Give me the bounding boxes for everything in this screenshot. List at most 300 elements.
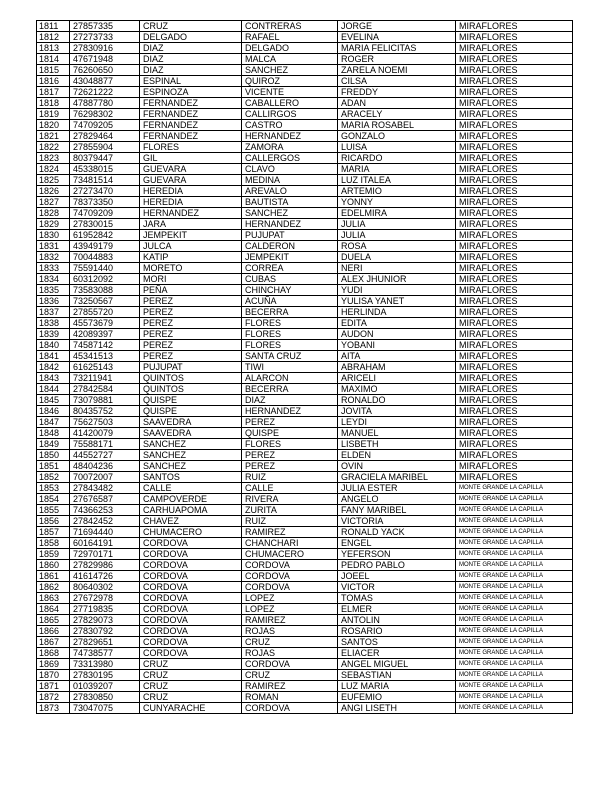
row-number: 1872	[37, 692, 70, 703]
dni-cell: 27855904	[70, 142, 140, 153]
paternal-surname-cell: CORDOVA	[140, 571, 242, 582]
dni-cell: 74709209	[70, 208, 140, 219]
locality-cell: MIRAFLORES	[456, 461, 573, 472]
dni-cell: 27830850	[70, 692, 140, 703]
paternal-surname-cell: DIAZ	[140, 54, 242, 65]
maternal-surname-cell: QUIROZ	[242, 76, 338, 87]
given-names-cell: EDITA	[338, 318, 456, 329]
maternal-surname-cell: CHANCHARI	[242, 538, 338, 549]
row-number: 1821	[37, 131, 70, 142]
maternal-surname-cell: CRUZ	[242, 670, 338, 681]
maternal-surname-cell: RAFAEL	[242, 32, 338, 43]
locality-cell: MONTE GRANDE LA CAPILLA	[456, 593, 573, 604]
locality-cell: MIRAFLORES	[456, 120, 573, 131]
paternal-surname-cell: CORDOVA	[140, 626, 242, 637]
table-row	[37, 109, 573, 120]
maternal-surname-cell: CLAVO	[242, 164, 338, 175]
paternal-surname-cell: PEREZ	[140, 329, 242, 340]
row-number: 1854	[37, 494, 70, 505]
given-names-cell: LUZ ITALEA	[338, 175, 456, 186]
row-number: 1820	[37, 120, 70, 131]
table-row	[37, 65, 573, 76]
given-names-cell: FANY MARIBEL	[338, 505, 456, 516]
table-row	[37, 450, 573, 461]
row-number: 1852	[37, 472, 70, 483]
table-row	[37, 505, 573, 516]
row-number: 1844	[37, 384, 70, 395]
given-names-cell: ROSA	[338, 241, 456, 252]
table-row	[37, 494, 573, 505]
dni-cell: 43048877	[70, 76, 140, 87]
dni-cell: 74366253	[70, 505, 140, 516]
row-number: 1851	[37, 461, 70, 472]
paternal-surname-cell: QUINTOS	[140, 373, 242, 384]
maternal-surname-cell: CRUZ	[242, 637, 338, 648]
paternal-surname-cell: GIL	[140, 153, 242, 164]
locality-cell: MIRAFLORES	[456, 175, 573, 186]
dni-cell: 45338015	[70, 164, 140, 175]
table-row	[37, 76, 573, 87]
maternal-surname-cell: BAUTISTA	[242, 197, 338, 208]
locality-cell: MIRAFLORES	[456, 384, 573, 395]
given-names-cell: OVIN	[338, 461, 456, 472]
given-names-cell: JORGE	[338, 21, 456, 32]
dni-cell: 41420079	[70, 428, 140, 439]
locality-cell: MIRAFLORES	[456, 186, 573, 197]
row-number: 1832	[37, 252, 70, 263]
maternal-surname-cell: HERNANDEZ	[242, 131, 338, 142]
paternal-surname-cell: CORDOVA	[140, 648, 242, 659]
row-number: 1864	[37, 604, 70, 615]
table-row	[37, 340, 573, 351]
paternal-surname-cell: DELGADO	[140, 32, 242, 43]
given-names-cell: GRACIELA MARIBEL	[338, 472, 456, 483]
given-names-cell: ELIACER	[338, 648, 456, 659]
row-number: 1871	[37, 681, 70, 692]
table-row	[37, 87, 573, 98]
locality-cell: MIRAFLORES	[456, 153, 573, 164]
given-names-cell: MANUEL	[338, 428, 456, 439]
maternal-surname-cell: PEREZ	[242, 417, 338, 428]
dni-cell: 47671948	[70, 54, 140, 65]
given-names-cell: YOBANI	[338, 340, 456, 351]
dni-cell: 74587142	[70, 340, 140, 351]
table-row	[37, 692, 573, 703]
maternal-surname-cell: CABALLERO	[242, 98, 338, 109]
paternal-surname-cell: FERNANDEZ	[140, 98, 242, 109]
dni-cell: 45341513	[70, 351, 140, 362]
given-names-cell: ROSARIO	[338, 626, 456, 637]
locality-cell: MONTE GRANDE LA CAPILLA	[456, 637, 573, 648]
maternal-surname-cell: ZURITA	[242, 505, 338, 516]
paternal-surname-cell: CORDOVA	[140, 637, 242, 648]
table-row	[37, 131, 573, 142]
maternal-surname-cell: ACUÑA	[242, 296, 338, 307]
maternal-surname-cell: HERNANDEZ	[242, 406, 338, 417]
given-names-cell: JULIA ESTER	[338, 483, 456, 494]
locality-cell: MIRAFLORES	[456, 32, 573, 43]
row-number: 1815	[37, 65, 70, 76]
maternal-surname-cell: FLORES	[242, 318, 338, 329]
table-row	[37, 54, 573, 65]
dni-cell: 27829986	[70, 560, 140, 571]
dni-cell: 80435752	[70, 406, 140, 417]
paternal-surname-cell: SANCHEZ	[140, 439, 242, 450]
dni-cell: 73481514	[70, 175, 140, 186]
locality-cell: MIRAFLORES	[456, 54, 573, 65]
dni-cell: 60312092	[70, 274, 140, 285]
row-number: 1863	[37, 593, 70, 604]
maternal-surname-cell: PUJUPAT	[242, 230, 338, 241]
maternal-surname-cell: MALCA	[242, 54, 338, 65]
row-number: 1813	[37, 43, 70, 54]
dni-cell: 27829464	[70, 131, 140, 142]
dni-cell: 27829073	[70, 615, 140, 626]
locality-cell: MIRAFLORES	[456, 395, 573, 406]
maternal-surname-cell: LOPEZ	[242, 593, 338, 604]
given-names-cell: ADAN	[338, 98, 456, 109]
table-row	[37, 593, 573, 604]
maternal-surname-cell: DELGADO	[242, 43, 338, 54]
locality-cell: MIRAFLORES	[456, 296, 573, 307]
dni-cell: 73313980	[70, 659, 140, 670]
locality-cell: MONTE GRANDE LA CAPILLA	[456, 703, 573, 714]
dni-cell: 27830015	[70, 219, 140, 230]
row-number: 1811	[37, 21, 70, 32]
paternal-surname-cell: HEREDIA	[140, 186, 242, 197]
locality-cell: MONTE GRANDE LA CAPILLA	[456, 516, 573, 527]
row-number: 1866	[37, 626, 70, 637]
paternal-surname-cell: CORDOVA	[140, 615, 242, 626]
row-number: 1814	[37, 54, 70, 65]
table-row	[37, 571, 573, 582]
maternal-surname-cell: RUIZ	[242, 472, 338, 483]
given-names-cell: LEYDI	[338, 417, 456, 428]
table-row	[37, 164, 573, 175]
dni-cell: 78373350	[70, 197, 140, 208]
paternal-surname-cell: PEÑA	[140, 285, 242, 296]
locality-cell: MIRAFLORES	[456, 131, 573, 142]
paternal-surname-cell: CORDOVA	[140, 538, 242, 549]
table-row	[37, 197, 573, 208]
locality-cell: MIRAFLORES	[456, 65, 573, 76]
maternal-surname-cell: ALARCON	[242, 373, 338, 384]
paternal-surname-cell: ESPINOZA	[140, 87, 242, 98]
given-names-cell: PEDRO PABLO	[338, 560, 456, 571]
maternal-surname-cell: VICENTE	[242, 87, 338, 98]
locality-cell: MIRAFLORES	[456, 142, 573, 153]
dni-cell: 73250567	[70, 296, 140, 307]
locality-cell: MIRAFLORES	[456, 274, 573, 285]
table-row	[37, 252, 573, 263]
locality-cell: MONTE GRANDE LA CAPILLA	[456, 494, 573, 505]
table-row	[37, 670, 573, 681]
row-number: 1828	[37, 208, 70, 219]
locality-cell: MIRAFLORES	[456, 417, 573, 428]
table-row	[37, 626, 573, 637]
paternal-surname-cell: PEREZ	[140, 340, 242, 351]
row-number: 1845	[37, 395, 70, 406]
maternal-surname-cell: FLORES	[242, 340, 338, 351]
row-number: 1855	[37, 505, 70, 516]
locality-cell: MONTE GRANDE LA CAPILLA	[456, 483, 573, 494]
dni-cell: 27842452	[70, 516, 140, 527]
dni-cell: 43949179	[70, 241, 140, 252]
dni-cell: 75591440	[70, 263, 140, 274]
maternal-surname-cell: RIVERA	[242, 494, 338, 505]
locality-cell: MIRAFLORES	[456, 208, 573, 219]
maternal-surname-cell: CORREA	[242, 263, 338, 274]
row-number: 1838	[37, 318, 70, 329]
given-names-cell: ROGER	[338, 54, 456, 65]
given-names-cell: YONNY	[338, 197, 456, 208]
paternal-surname-cell: FERNANDEZ	[140, 131, 242, 142]
given-names-cell: ANGEL MIGUEL	[338, 659, 456, 670]
row-number: 1870	[37, 670, 70, 681]
table-row	[37, 560, 573, 571]
locality-cell: MIRAFLORES	[456, 21, 573, 32]
paternal-surname-cell: CRUZ	[140, 692, 242, 703]
given-names-cell: RICARDO	[338, 153, 456, 164]
locality-cell: MONTE GRANDE LA CAPILLA	[456, 527, 573, 538]
locality-cell: MIRAFLORES	[456, 252, 573, 263]
dni-cell: 27843482	[70, 483, 140, 494]
row-number: 1840	[37, 340, 70, 351]
dni-cell: 80379447	[70, 153, 140, 164]
dni-cell: 73047075	[70, 703, 140, 714]
paternal-surname-cell: CORDOVA	[140, 593, 242, 604]
row-number: 1850	[37, 450, 70, 461]
given-names-cell: ELMER	[338, 604, 456, 615]
locality-cell: MONTE GRANDE LA CAPILLA	[456, 659, 573, 670]
dni-cell: 76260650	[70, 65, 140, 76]
table-row	[37, 406, 573, 417]
maternal-surname-cell: FLORES	[242, 329, 338, 340]
dni-cell: 71694440	[70, 527, 140, 538]
paternal-surname-cell: CRUZ	[140, 659, 242, 670]
given-names-cell: SEBASTIAN	[338, 670, 456, 681]
maternal-surname-cell: CORDOVA	[242, 582, 338, 593]
paternal-surname-cell: SAAVEDRA	[140, 417, 242, 428]
dni-cell: 47887780	[70, 98, 140, 109]
table-row	[37, 703, 573, 714]
maternal-surname-cell: CORDOVA	[242, 571, 338, 582]
paternal-surname-cell: CARHUAPOMA	[140, 505, 242, 516]
table-row	[37, 120, 573, 131]
table-row	[37, 637, 573, 648]
given-names-cell: HERLINDA	[338, 307, 456, 318]
locality-cell: MONTE GRANDE LA CAPILLA	[456, 549, 573, 560]
row-number: 1827	[37, 197, 70, 208]
given-names-cell: ANGELO	[338, 494, 456, 505]
maternal-surname-cell: CALLERGOS	[242, 153, 338, 164]
dni-cell: 01039207	[70, 681, 140, 692]
given-names-cell: GONZALO	[338, 131, 456, 142]
paternal-surname-cell: FERNANDEZ	[140, 120, 242, 131]
maternal-surname-cell: CHINCHAY	[242, 285, 338, 296]
table-row	[37, 274, 573, 285]
table-row	[37, 230, 573, 241]
paternal-surname-cell: PEREZ	[140, 351, 242, 362]
row-number: 1835	[37, 285, 70, 296]
row-number: 1858	[37, 538, 70, 549]
paternal-surname-cell: PEREZ	[140, 296, 242, 307]
dni-cell: 73583088	[70, 285, 140, 296]
dni-cell: 27273470	[70, 186, 140, 197]
row-number: 1848	[37, 428, 70, 439]
document-page	[36, 20, 573, 714]
maternal-surname-cell: SANCHEZ	[242, 208, 338, 219]
locality-cell: MIRAFLORES	[456, 43, 573, 54]
table-row	[37, 318, 573, 329]
paternal-surname-cell: CORDOVA	[140, 560, 242, 571]
maternal-surname-cell: MEDINA	[242, 175, 338, 186]
table-row	[37, 648, 573, 659]
paternal-surname-cell: GUEVARA	[140, 164, 242, 175]
paternal-surname-cell: CUNYARACHE	[140, 703, 242, 714]
given-names-cell: MARIA	[338, 164, 456, 175]
table-row	[37, 615, 573, 626]
given-names-cell: MAXIMO	[338, 384, 456, 395]
row-number: 1833	[37, 263, 70, 274]
maternal-surname-cell: CHUMACERO	[242, 549, 338, 560]
dni-cell: 41614726	[70, 571, 140, 582]
locality-cell: MIRAFLORES	[456, 219, 573, 230]
table-row	[37, 681, 573, 692]
locality-cell: MIRAFLORES	[456, 197, 573, 208]
row-number: 1873	[37, 703, 70, 714]
locality-cell: MIRAFLORES	[456, 98, 573, 109]
locality-cell: MONTE GRANDE LA CAPILLA	[456, 626, 573, 637]
row-number: 1842	[37, 362, 70, 373]
maternal-surname-cell: CALLE	[242, 483, 338, 494]
maternal-surname-cell: RAMIREZ	[242, 615, 338, 626]
locality-cell: MONTE GRANDE LA CAPILLA	[456, 505, 573, 516]
paternal-surname-cell: FERNANDEZ	[140, 109, 242, 120]
maternal-surname-cell: ROJAS	[242, 648, 338, 659]
maternal-surname-cell: CORDOVA	[242, 659, 338, 670]
row-number: 1867	[37, 637, 70, 648]
dni-cell: 75588171	[70, 439, 140, 450]
given-names-cell: DUELA	[338, 252, 456, 263]
roster-body	[37, 21, 573, 714]
table-row	[37, 461, 573, 472]
paternal-surname-cell: HEREDIA	[140, 197, 242, 208]
row-number: 1829	[37, 219, 70, 230]
locality-cell: MIRAFLORES	[456, 439, 573, 450]
table-row	[37, 43, 573, 54]
dni-cell: 76298302	[70, 109, 140, 120]
maternal-surname-cell: BECERRA	[242, 307, 338, 318]
locality-cell: MIRAFLORES	[456, 472, 573, 483]
maternal-surname-cell: QUISPE	[242, 428, 338, 439]
locality-cell: MIRAFLORES	[456, 164, 573, 175]
dni-cell: 27830792	[70, 626, 140, 637]
locality-cell: MIRAFLORES	[456, 318, 573, 329]
dni-cell: 61952842	[70, 230, 140, 241]
row-number: 1869	[37, 659, 70, 670]
dni-cell: 27830195	[70, 670, 140, 681]
maternal-surname-cell: RAMIREZ	[242, 681, 338, 692]
row-number: 1816	[37, 76, 70, 87]
locality-cell: MIRAFLORES	[456, 241, 573, 252]
paternal-surname-cell: CRUZ	[140, 681, 242, 692]
table-row	[37, 32, 573, 43]
dni-cell: 73079881	[70, 395, 140, 406]
locality-cell: MIRAFLORES	[456, 340, 573, 351]
maternal-surname-cell: LOPEZ	[242, 604, 338, 615]
row-number: 1853	[37, 483, 70, 494]
locality-cell: MONTE GRANDE LA CAPILLA	[456, 560, 573, 571]
given-names-cell: ENGEL	[338, 538, 456, 549]
row-number: 1824	[37, 164, 70, 175]
row-number: 1823	[37, 153, 70, 164]
maternal-surname-cell: PEREZ	[242, 461, 338, 472]
table-row	[37, 153, 573, 164]
given-names-cell: LISBETH	[338, 439, 456, 450]
maternal-surname-cell: ZAMORA	[242, 142, 338, 153]
locality-cell: MONTE GRANDE LA CAPILLA	[456, 670, 573, 681]
maternal-surname-cell: TIWI	[242, 362, 338, 373]
maternal-surname-cell: CUBAS	[242, 274, 338, 285]
row-number: 1859	[37, 549, 70, 560]
dni-cell: 70072007	[70, 472, 140, 483]
paternal-surname-cell: QUISPE	[140, 395, 242, 406]
given-names-cell: ANGI LISETH	[338, 703, 456, 714]
paternal-surname-cell: MORI	[140, 274, 242, 285]
table-row	[37, 472, 573, 483]
maternal-surname-cell: CORDOVA	[242, 703, 338, 714]
table-row	[37, 175, 573, 186]
dni-cell: 80640302	[70, 582, 140, 593]
given-names-cell: SANTOS	[338, 637, 456, 648]
paternal-surname-cell: KATIP	[140, 252, 242, 263]
given-names-cell: EVELINA	[338, 32, 456, 43]
table-row	[37, 241, 573, 252]
given-names-cell: AITA	[338, 351, 456, 362]
dni-cell: 27719835	[70, 604, 140, 615]
paternal-surname-cell: QUISPE	[140, 406, 242, 417]
locality-cell: MIRAFLORES	[456, 362, 573, 373]
dni-cell: 27855720	[70, 307, 140, 318]
row-number: 1812	[37, 32, 70, 43]
table-row	[37, 351, 573, 362]
row-number: 1836	[37, 296, 70, 307]
table-row	[37, 538, 573, 549]
given-names-cell: ALEX JHUNIOR	[338, 274, 456, 285]
row-number: 1834	[37, 274, 70, 285]
paternal-surname-cell: QUINTOS	[140, 384, 242, 395]
dni-cell: 70044883	[70, 252, 140, 263]
maternal-surname-cell: JEMPEKIT	[242, 252, 338, 263]
dni-cell: 27672978	[70, 593, 140, 604]
locality-cell: MIRAFLORES	[456, 87, 573, 98]
table-row	[37, 208, 573, 219]
paternal-surname-cell: GUEVARA	[140, 175, 242, 186]
dni-cell: 27273733	[70, 32, 140, 43]
table-row	[37, 186, 573, 197]
row-number: 1860	[37, 560, 70, 571]
table-row	[37, 296, 573, 307]
dni-cell: 27830916	[70, 43, 140, 54]
given-names-cell: FREDDY	[338, 87, 456, 98]
row-number: 1857	[37, 527, 70, 538]
maternal-surname-cell: RUIZ	[242, 516, 338, 527]
paternal-surname-cell: CHUMACERO	[140, 527, 242, 538]
paternal-surname-cell: DIAZ	[140, 65, 242, 76]
row-number: 1822	[37, 142, 70, 153]
paternal-surname-cell: SANTOS	[140, 472, 242, 483]
